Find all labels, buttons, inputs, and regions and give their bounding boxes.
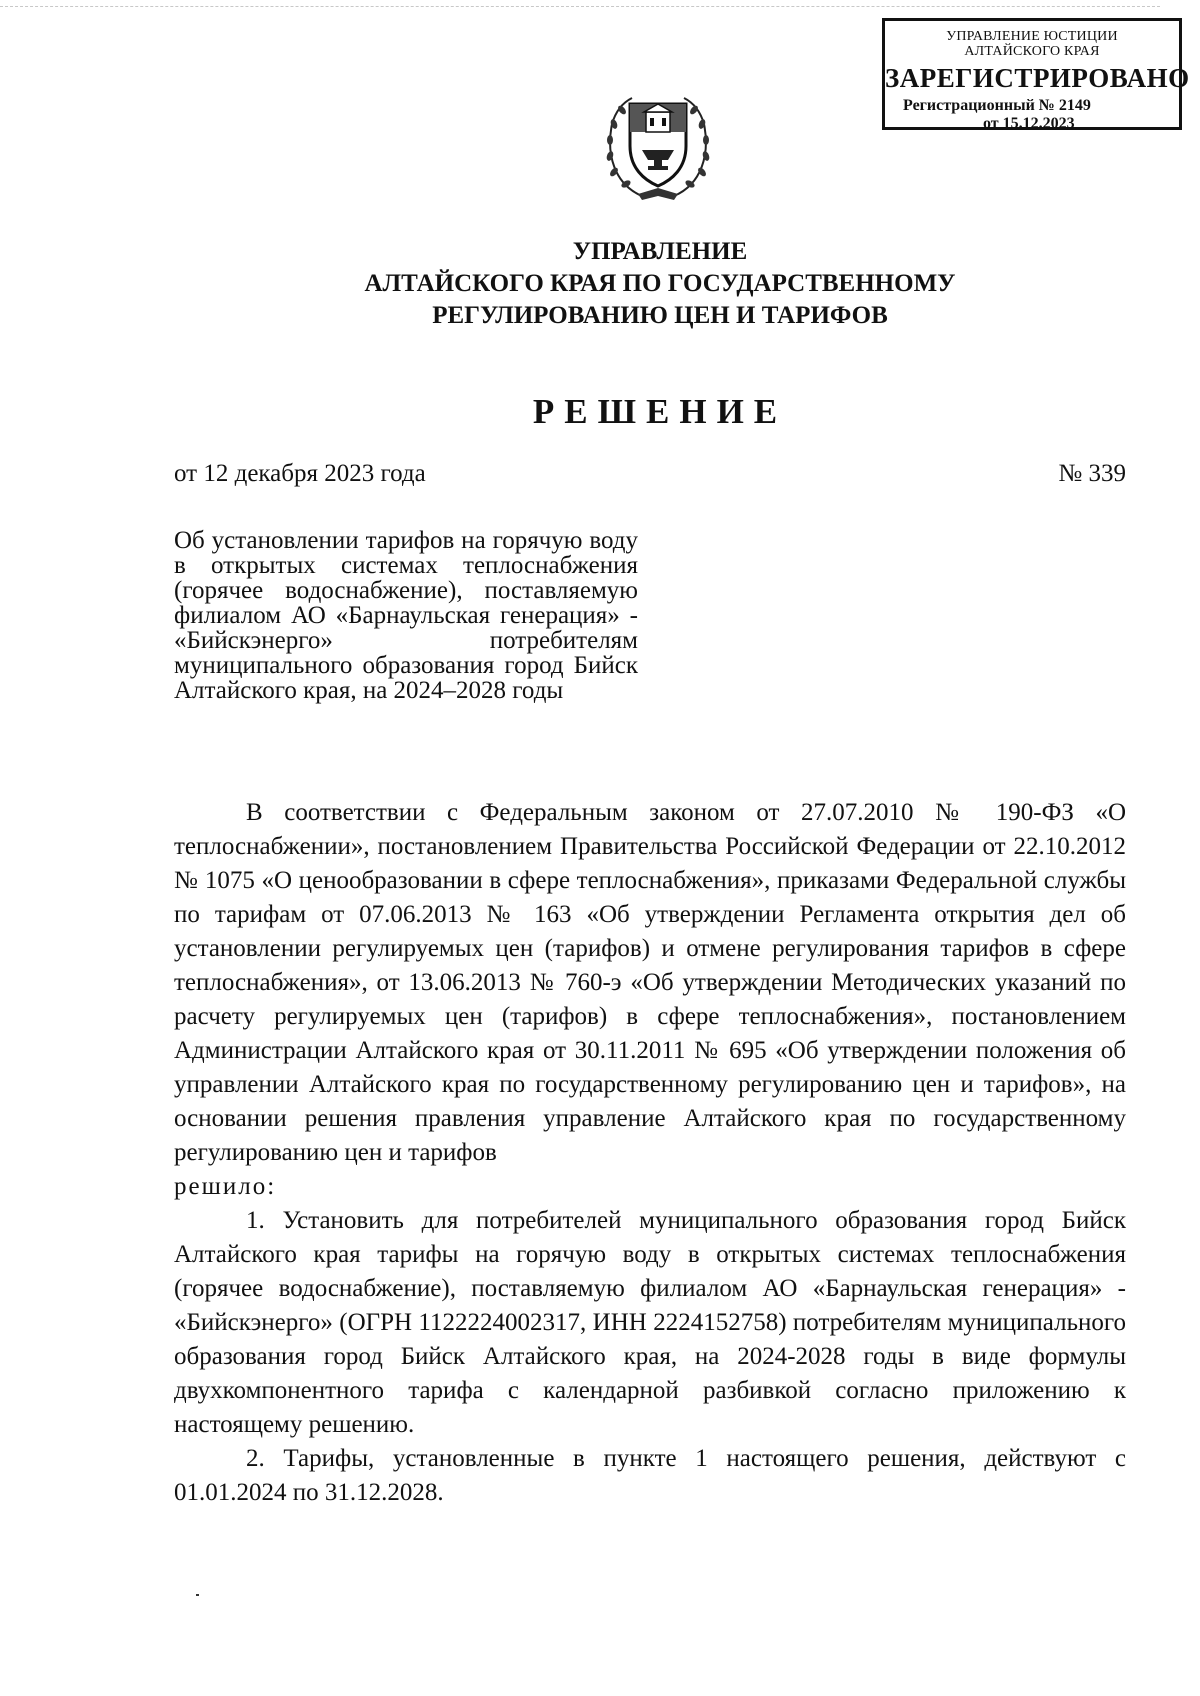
authority-line2: АЛТАЙСКОГО КРАЯ ПО ГОСУДАРСТВЕННОМУ [364,270,956,297]
resolved-line: решило: [174,1173,277,1200]
stamp-org-line1: УПРАВЛЕНИЕ ЮСТИЦИИ [946,29,1118,44]
document-type: РЕШЕНИЕ [532,392,788,431]
document-date: от 12 декабря 2023 года [174,460,426,487]
clause-1: 1. Установить для потребителей муниципального образования город Бийск Алтайского края тарифы на горячую воду в открытых системах теплоснабжения (горячее водоснабжение), поставляемую филиалом АО «Барнаульская генерация» - «Бийскэнерго» (ОГРН 1122224002317, ИНН 2224152758) потребителям муниципального образования город Бийск Алтайского края, на 2024-2028 годы в виде формулы двухкомпонентного тарифа с календарной разбивкой согласно приложению к настоящему решению. [174,1207,1126,1438]
stamp-org-line2: АЛТАЙСКОГО КРАЯ [964,44,1100,59]
document-number: № 339 [1058,460,1126,487]
stamp-reg-number: Регистрационный № 2149 [903,97,1091,114]
document-body [174,796,1126,1510]
issuing-authority [180,236,1140,332]
stamp-reg-date: от 15.12.2023 [983,115,1075,132]
authority-line3: РЕГУЛИРОВАНИЮ ЦЕН И ТАРИФОВ [432,302,888,329]
clause-2: 2. Тарифы, установленные в пункте 1 настоящего решения, действуют с 01.01.2024 по 31.12.2028. [174,1445,1126,1506]
preamble-paragraph: В соответствии с Федеральным законом от 27.07.2010 № 190-ФЗ «О теплоснабжении», постановлением Правительства Российской Федерации от 22.10.2012 № 1075 «О ценообразовании в сфере теплоснабжения», приказами Федеральной службы по тарифам от 07.06.2013 № 163 «Об утверждении Регламента открытия дел об установлении регулируемых цен (тарифов) и отмене регулирования тарифов в сфере теплоснабжения», от 13.06.2013 № 760-э «Об утверждении Методических указаний по расчету регулируемых цен (тарифов) в сфере теплоснабжения», постановлением Администрации Алтайского края от 30.11.2011 № 695 «Об утверждении положения об управлении Алтайского края по государственному регулированию цен и тарифов», на основании решения правления управление Алтайского края по государственному регулированию цен и тарифов [174,799,1126,1166]
stamp-org [885,29,1179,59]
scan-speck [196,1594,199,1596]
registration-stamp [882,18,1190,132]
scan-edge-line [0,6,1160,7]
coat-of-arms-icon [602,84,714,206]
stamp-status: ЗАРЕГИСТРИРОВАНО [885,63,1190,93]
date-number-line [174,460,1126,488]
document-subject: Об установлении тарифов на горячую воду в открытых системах теплоснабжения (горячее водоснабжение), поставляемую филиалом АО «Барнаульская генерация» - «Бийскэнерго» потребителям муниципального образования город Бийск Алтайского края, на 2024–2028 годы [174,527,638,704]
authority-line1: УПРАВЛЕНИЕ [572,238,748,265]
